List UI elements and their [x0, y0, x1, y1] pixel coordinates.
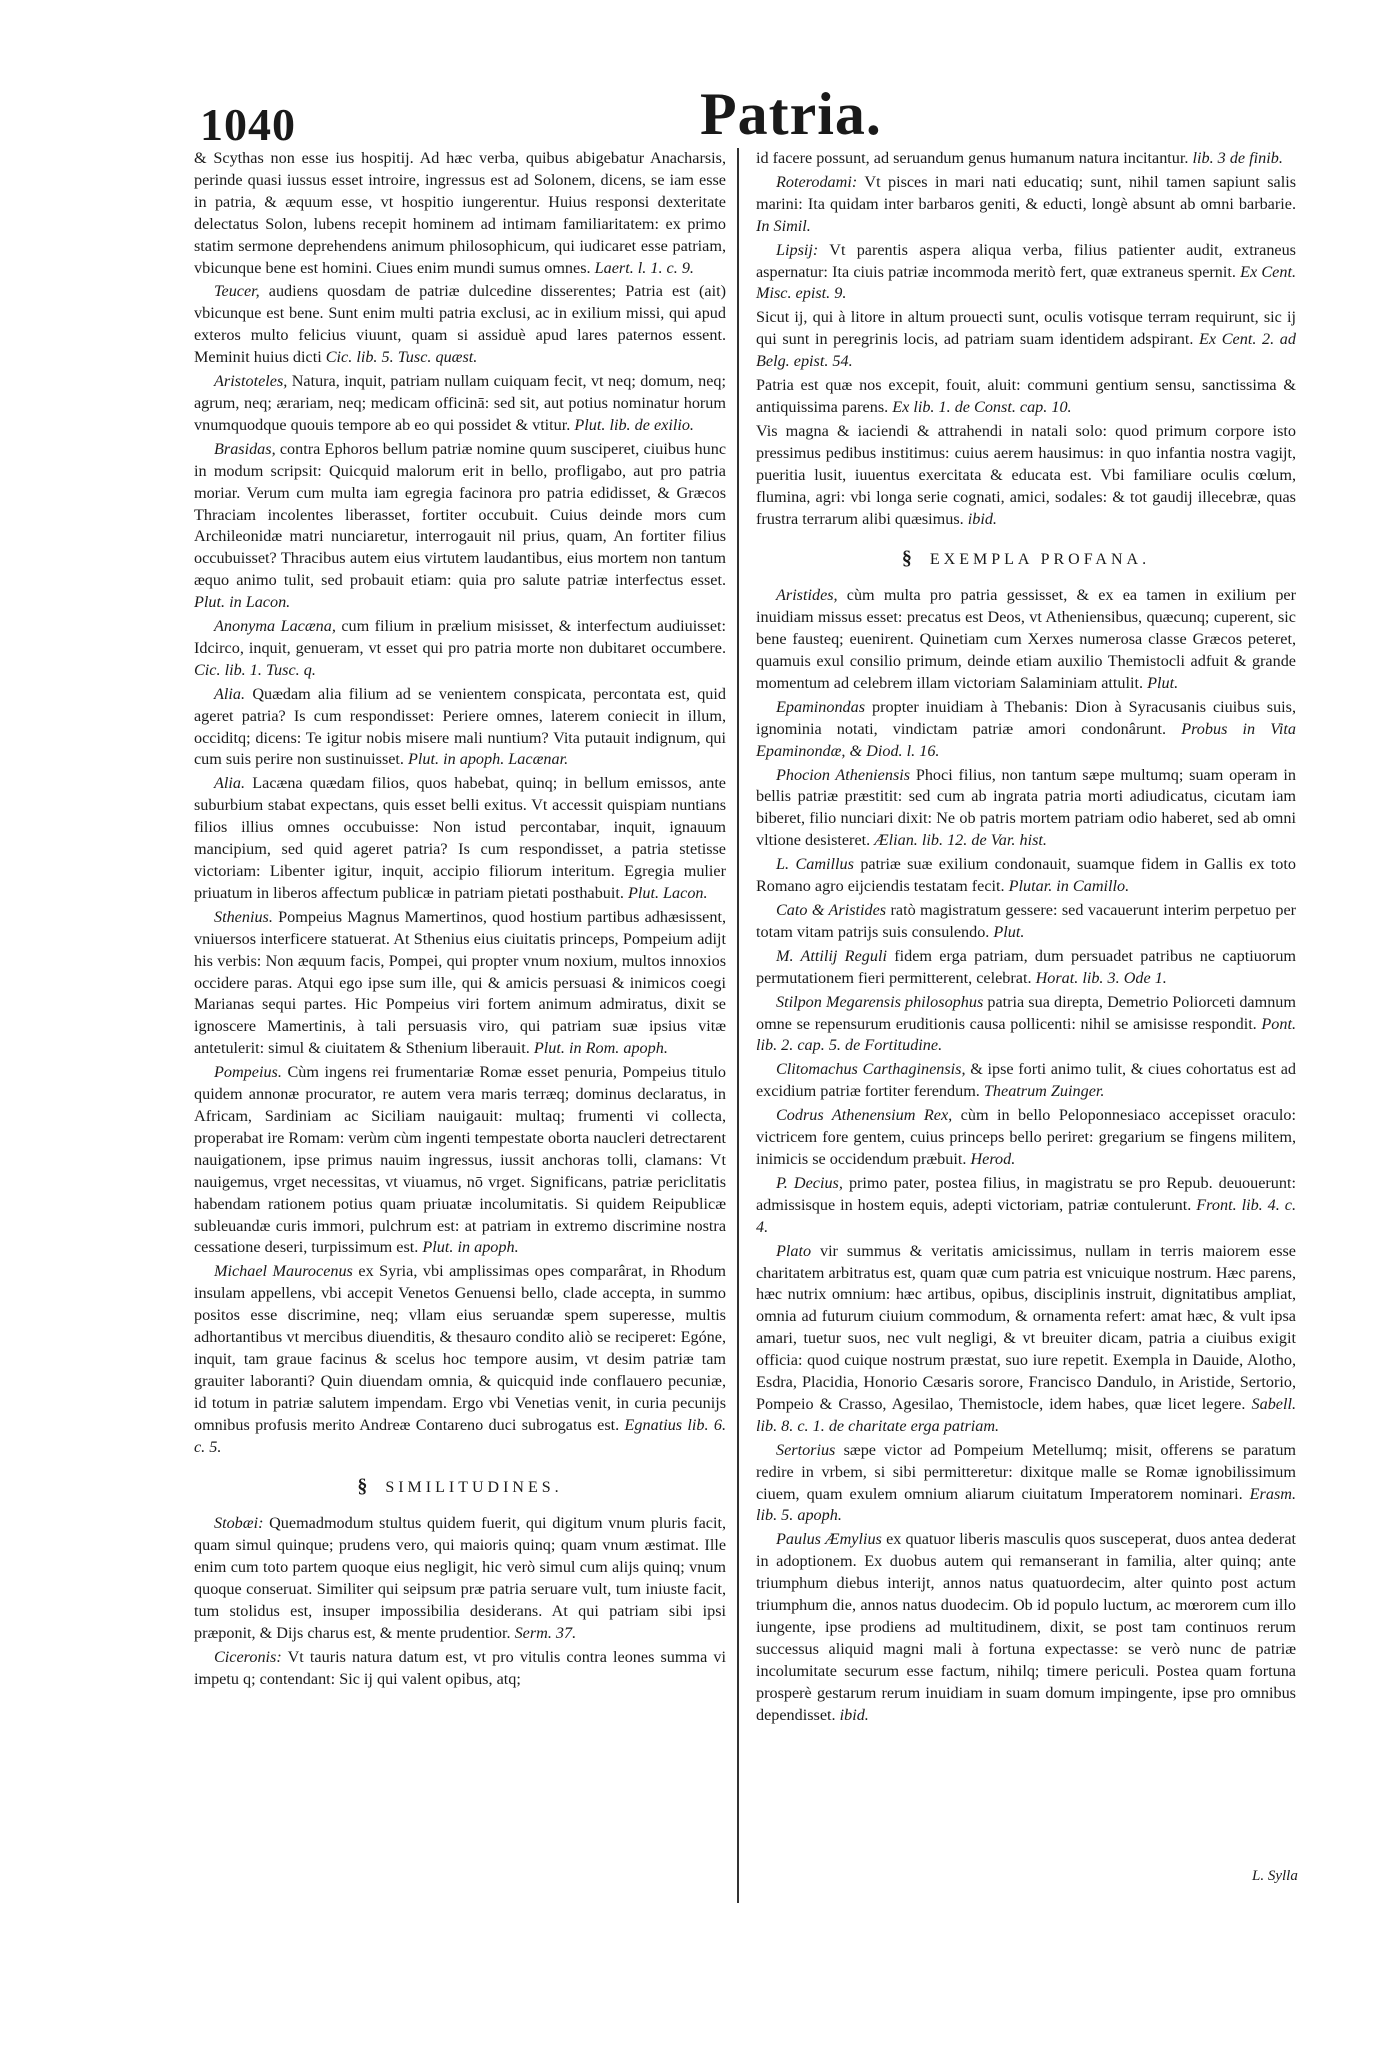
paragraph: [194, 616, 726, 682]
paragraph: [194, 773, 726, 904]
paragraph-text: Phoci filius, non tantum sæpe multumq; suam operam in bellis patriæ præstitit: sed cum ab ingrata patria morti adiudicatus, cicutam iam biberet, filio nunciari dixit: Ne ob patris mortem patriam odio haberet, sed ab omni vltione desisteret.: [756, 765, 1296, 850]
citation: Plut. lib. de exilio.: [574, 415, 694, 434]
paragraph-lead: Cato & Aristides: [776, 901, 887, 919]
paragraph-text: patria sua direpta, Demetrio Poliorceti damnum omne se repensurum eruditionis causa pollicenti: nihil se amisisse respondit.: [756, 992, 1296, 1033]
paragraph: [194, 281, 726, 369]
citation: Egnatius lib. 6. c. 5.: [194, 1415, 726, 1456]
paragraph: [194, 439, 726, 614]
paragraph: [756, 1241, 1296, 1438]
paragraph: [756, 992, 1296, 1058]
paragraph: [194, 371, 726, 437]
paragraph-text: Sicut ij, qui à litore in altum prouecti sunt, oculis votisque terram requirunt, sic ij qui sunt in peregrinis locis, ad patriam suam identidem adspirant.: [756, 308, 1296, 349]
paragraph-lead: Aristoteles,: [214, 372, 288, 391]
paragraph-text: Vt pisces in mari nati educatiq; sunt, nihil tamen sapiunt salis marini: Ita quidam inter barbaros geniti, & educti, longè absunt ab omni barbarie.: [756, 172, 1296, 213]
paragraph-lead: Ciceronis:: [214, 1647, 282, 1666]
paragraph-lead: P. Decius,: [776, 1173, 843, 1192]
citation: Ex Cent. Misc. epist. 9.: [756, 262, 1296, 303]
citation: Front. lib. 4. c. 4.: [756, 1195, 1297, 1236]
paragraph-text: Patria est quæ nos excepit, fouit, aluit: communi gentium sensu, sanctissima & antiquissima parens.: [756, 376, 1296, 416]
paragraph-lead: Plato: [776, 1241, 812, 1260]
paragraph-text: Vis magna & iaciendi & attrahendi in natali solo: quod primum corpore isto pressimus pedibus institimus: cuius aerem hausimus: in quo infantia nostra vagijt, pueritia lusit, iuuentus exercitata & educata est. Vbi familiare oculis cœlum, flumina, agri: vbi longa serie cognati, amici, sodales: & tot gaudij illecebræ, quas frustra terrarum alibi quæsimus.: [756, 421, 1296, 528]
citation: ibid.: [967, 509, 997, 528]
paragraph: [194, 148, 726, 279]
paragraph-lead: L. Camillus: [776, 855, 854, 874]
paragraph-lead: Epaminondas: [776, 697, 866, 716]
paragraph: [756, 1105, 1296, 1171]
paragraph-lead: Codrus Athenensium Rex,: [776, 1106, 953, 1125]
paragraph-text: id facere possunt, ad seruandum genus humanum natura incitantur.: [756, 149, 1189, 167]
paragraph: [194, 1062, 726, 1259]
paragraph-text: contra Ephoros bellum patriæ nomine quum susciperet, ciuibus hunc in modum scripsit: Quicquid malorum erit in bello, profligabo, aut pro patria moriar. Verum cum multa iam egregia facinora pro patria edidisset, & Græcos Thraciam incolentes liberasset, fortiter occubuit. Cuius deinde mors cum Archileonidæ matri nunciaretur, interrogauit nil prius, quam, An fortiter filius occubuisset? Thracibus autem eius virtutem laudantibus, eius mortem non tantum æquo animo tulit, sed probauit etiam: quia pro salute patriæ interfectus esset.: [194, 439, 727, 590]
citation: Cic. lib. 5. Tusc. quæst.: [325, 348, 478, 367]
paragraph: [756, 1440, 1296, 1528]
paragraph-text: Quemadmodum stultus quidem fuerit, qui digitum vnum pluris facit, quam simul quinque; prudens vero, qui maioris quinq; quam vnum æstimat. Ille enim cum toto partem quoque eius negligit, hic verò simul cum alijs quinq; vnum quoque conseruat. Similiter qui seipsum præ patria seruare vult, tum iniuste facit, tum stolidus est, insuper impossibilia desiderans. At qui patriam sibi ipsi præponit, & Dijs charus est, & mente prudentior.: [194, 1514, 726, 1642]
paragraph: [756, 172, 1296, 238]
paragraph: [756, 240, 1296, 306]
paragraph: [194, 1647, 726, 1691]
citation: ibid.: [839, 1705, 869, 1724]
citation: Probus in Vita Epaminondæ, & Diod. l. 16.: [756, 719, 1296, 760]
paragraph-lead: Alia.: [214, 774, 246, 793]
paragraph: [194, 907, 726, 1060]
paragraph: [756, 765, 1296, 853]
citation: Serm. 37.: [514, 1623, 577, 1642]
paragraph-text: Vt tauris natura datum est, vt pro vitulis contra leones summa vi impetu q; contendant: Sic ij qui valent opibus, atq;: [194, 1647, 726, 1688]
paragraph: [756, 585, 1296, 695]
pilcrow-icon: §: [357, 1475, 372, 1498]
paragraph-lead: Roterodami:: [776, 172, 858, 191]
citation: Ex lib. 1. de Const. cap. 10.: [892, 397, 1072, 416]
citation: Ex Cent. 2. ad Belg. epist. 54.: [756, 330, 1296, 371]
paragraph-lead: Brasidas,: [214, 439, 276, 458]
paragraph-lead: Paulus Æmylius: [776, 1530, 882, 1549]
section-heading-text: EXEMPLA PROFANA.: [929, 551, 1151, 569]
paragraph-text: Natura, inquit, patriam nullam cuiquam fecit, vt neq; domum, neq; agrum, neq; ærariam, neq; medicam officinā: sed sit, aut potius nominatur horum vnumquodque quouis tempore ab eo qui possidet & vtitur.: [194, 372, 726, 434]
paragraph-lead: Sertorius: [776, 1440, 836, 1459]
paragraph-text: patriæ suæ exilium condonauit, suamque fidem in Gallis ex toto Romano agro eijciendis testatam fecit.: [756, 855, 1296, 896]
paragraph-lead: Phocion Atheniensis: [776, 765, 911, 784]
column-divider: [737, 148, 739, 1903]
right-section-paragraphs: [756, 585, 1296, 1726]
paragraph-text: Vt parentis aspera aliqua verba, filius patienter audit, extraneus aspernatur: Ita ciuis patriæ incommoda meritò fert, quæ extraneus spernit.: [756, 240, 1296, 281]
paragraph-text: ex quatuor liberis masculis quos susceperat, duos antea dederat in adoptionem. Ex duobus autem qui remanserant in familia, alter quinq; ante triumphum diebus interijt, annos natus quatuordecim, alter quinto post actum triumphum die, annos natus duodecim. Ob id populo luctum, ac mœrorem cum illo iungente, ipse prodiens ad multitudinem, dixit, se post tam continuos rerum successus aliquid magni mali à fortuna expectasse: se verò nunc de patriæ incolumitate securum esse factum, nihilq; timere periculi. Postea quam fortuna prosperè gestarum rerum inuidiam in suam domum impingente, ipse pro omnibus dependisset.: [756, 1530, 1297, 1724]
paragraph: [756, 1529, 1296, 1726]
section-heading-text: SIMILITUDINES.: [385, 1479, 563, 1497]
citation: Sabell. lib. 8. c. 1. de charitate erga patriam.: [756, 1394, 1297, 1435]
citation: Erasm. lib. 5. apoph.: [756, 1484, 1296, 1525]
running-title: Patria.: [700, 81, 882, 147]
paragraph: [194, 1261, 726, 1458]
paragraph: [756, 307, 1296, 373]
citation: Pont. lib. 2. cap. 5. de Fortitudine.: [756, 1014, 1296, 1055]
citation: Herod.: [970, 1149, 1016, 1168]
paragraph-text: cùm multa pro patria gessisset, & ex ea tamen in exilium per inuidiam missus esset: precatus est Deos, vt Atheniensibus, quæcunq; cuperent, sic bene fausteq; euenirent. Quinetiam cum Xerxes numerosa classe Græcos peteret, quamuis exul consilio primum, deinde etiam auxilio Themistocli adfuit & grande momentum ad celebrem illam victoriam Salaminiam attulit.: [756, 586, 1297, 692]
paragraph-text: primo pater, postea filius, in magistratu se pro Repub. deuouerunt: admissisque in hostem equis, adepti victoriam, patriæ contulerunt.: [756, 1173, 1296, 1214]
paragraph-lead: Pompeius.: [214, 1063, 282, 1082]
right-column: [756, 148, 1296, 1729]
paragraph-text: cùm in bello Peloponnesiaco accepisset oraculo: victricem fore gentem, cuius princeps bello periret: gregarium se fingens militem, inimicis se occidendum præbuit.: [756, 1106, 1297, 1168]
paragraph-lead: Clitomachus Carthaginensis,: [776, 1060, 966, 1079]
paragraph-text: ratò magistratum gessere: sed vacauerunt interim perpetuo per totam vitam patrijs suis consulendo.: [756, 901, 1297, 941]
paragraph: [756, 697, 1296, 763]
paragraph-lead: Lipsij:: [776, 240, 819, 259]
citation: Theatrum Zuinger.: [983, 1082, 1105, 1101]
paragraph: [756, 148, 1296, 170]
paragraph-lead: Aristides,: [776, 586, 838, 605]
paragraph-text: sæpe victor ad Pompeium Metellumq; misit, offerens se paratum redire in vrbem, si sibi permitteretur: dixitque malle se Romæ ignobilissimum ciuem, quam exulem omnium aliarum ciuitatum Imperatorem nominari.: [756, 1440, 1297, 1503]
paragraph-text: fidem erga patriam, dum persuadet patribus ne captiuorum permutationem fieri permitterent, celebrat.: [756, 946, 1297, 987]
left-column: [194, 148, 726, 1693]
page-number: 1040: [200, 99, 296, 150]
section-heading-similitudines: [194, 1476, 726, 1499]
pilcrow-icon: §: [901, 547, 916, 570]
paragraph-lead: Teucer,: [214, 282, 260, 301]
section-heading-exempla-profana: [756, 548, 1296, 571]
paragraph: [194, 684, 726, 772]
citation: Laert. l. 1. c. 9.: [594, 258, 694, 277]
citation: Plut. in apoph. Lacænar.: [408, 750, 569, 769]
paragraph: [756, 375, 1296, 419]
left-paragraphs: [194, 148, 726, 1458]
citation: Ælian. lib. 12. de Var. hist.: [874, 831, 1047, 850]
paragraph-text: & Scythas non esse ius hospitij. Ad hæc verba, quibus abigebatur Anacharsis, perinde quasi iussus esset introire, ingressus est ad Solonem, dicens, se iam esse in patria, & æquum esse, vt hospitio iungerentur. Huius responsi dexteritate delectatus Solon, lubens recepit hominem ad intimam familiaritatem: ex primo statim sermone deprehendens animum philosophicum, qui iudicaret esse patriam, vbicunque bene est homini. Ciues enim mundi sumus omnes.: [194, 149, 726, 277]
paragraph-lead: M. Attilij Reguli: [776, 946, 887, 965]
citation: Plut. in Rom. apoph.: [533, 1039, 668, 1058]
citation: Plut. in apoph.: [422, 1238, 519, 1257]
citation: lib. 3 de finib.: [1192, 149, 1283, 167]
citation: Plutar. in Camillo.: [1008, 877, 1130, 896]
citation: Plut.: [1147, 673, 1179, 692]
citation: Plut.: [993, 922, 1025, 941]
paragraph-text: Quædam alia filium ad se venientem conspicata, percontata est, quid ageret patria? Is cum respondisset: Periere omnes, laterem coniecit in illum, occiditq; dicens: Te igitur nobis misere mali nuntium? Vita putauit indignum, qui cum suis perire non sustinuisset.: [194, 684, 726, 769]
paragraph: [756, 946, 1296, 990]
paragraph-lead: Alia.: [214, 684, 246, 703]
paragraph-text: audiens quosdam de patriæ dulcedine disserentes; Patria est (ait) vbicunque est bene. Sunt enim multi patria exclusi, ac in exilium missi, qui apud exteros multo felicius viuunt, quam si assiduè apud lares paternos essent. Meminit huius dicti: [194, 282, 726, 367]
paragraph-text: Lacæna quædam filios, quos habebat, quinq; in bellum emissos, ante suburbium stabat expectans, quis esset belli exitus. Vt accessit quispiam nuntians filios illius omnes occubuisse: Non istud percontabar, inquit, ignauum mancipium, sed quid ageret patria? Is cum respondisset, a patria stetisse victoriam: Libenter igitur, inquit, accipio filiorum interitum. Egregia mulier priuatum in liberos affectum publicæ in patriam pietati posthabuit.: [194, 774, 726, 902]
paragraph-text: & ipse forti animo tulit, & ciues cohortatus est ad excidium patriæ fortiter ferendum.: [756, 1060, 1297, 1101]
paragraph: [756, 900, 1296, 944]
citation: In Simil.: [756, 216, 811, 235]
catchword: L. Sylla: [1252, 1868, 1298, 1884]
paragraph-text: cum filium in prælium misisset, & interfectum audiuisset: Idcirco, inquit, genueram, vt esset qui pro patria morte non dubitaret occumbere.: [194, 617, 727, 657]
paragraph-lead: Stilpon Megarensis philosophus: [776, 992, 984, 1011]
paragraph-text: ex Syria, vbi amplissimas opes comparârat, in Rhodum insulam appellens, vbi accepit Venetos Genuensi bello, clade accepta, in summo positos esse discrimine, neq; vllam eius seruandæ spem superesse, multis adhortantibus vt mercibus diuenditis, & thesauro condito aliò se reciperet: Egóne, inquit, tam graue facinus & scelus hoc tempore ausim, vt desim patriæ tam grauiter laboranti? Quin diuendam omnia, & quicquid inde conflauero pecuniæ, id totum in patriæ salutem impendam. Ergo vbi Venetias venit, in curia pecunijs omnibus profusis merito Andreæ Contareno duci subrogatus est.: [194, 1262, 727, 1434]
paragraph-text: propter inuidiam à Thebanis: Dion à Syracusanis ciuibus suis, ignominia notati, vindictam patriæ amori condonârunt.: [756, 697, 1297, 738]
paragraph-lead: Stobæi:: [214, 1514, 264, 1533]
paragraph-text: Pompeius Magnus Mamertinos, quod hostium partibus adhæsissent, vniuersos interficere statuerat. At Sthenius eius ciuitatis princeps, Pompeium adijt his verbis: Non æquum facis, Pompei, qui propter vnum noxium, multos innoxios occidere paras. Atqui ego ipse sum ille, qui & amicis persuasi & inimicos coegi Marianas sequi partes. Hic Pompeius viri fortem animum admiratus, dixit se ignoscere Mamertinis, à tali persuasis viro, qui patriam suæ ipsius vitæ antetulerit: simul & ciuitatem & Sthenium liberauit.: [194, 907, 726, 1058]
paragraph: [756, 854, 1296, 898]
paragraph: [756, 421, 1296, 531]
paragraph-text: Cùm ingens rei frumentariæ Romæ esset penuria, Pompeius titulo quidem annonæ procurator, re autem vera maris terræq; dominus declaratus, in Africam, Sardiniam ac Siciliam nauigauit: multaq; frumenti vi collecta, properabat ire Romam: verùm cùm ingenti tempestate oborta naucleri detrectarent nauigationem, ipse primus nauim ingressus, iussit anchoras tolli, clamans: Vt nauigemus, vrget necessitas, vt viuamus, nō vrget. Significans, patriæ periclitatis habendam rationem potius quam priuatæ incolumitatis. Si quidem Reipublicæ subleuandæ curis immori, pulchrum est: at patriam in extremo discrimine nostra cessatione deseri, turpissimum est.: [194, 1063, 727, 1257]
citation: Horat. lib. 3. Ode 1.: [1035, 968, 1167, 987]
paragraph: [194, 1513, 726, 1644]
paragraph: [756, 1173, 1296, 1239]
paragraph: [756, 1059, 1296, 1103]
citation: Cic. lib. 1. Tusc. q.: [194, 660, 316, 679]
right-paragraphs: [756, 148, 1296, 530]
paragraph-lead: Michael Maurocenus: [214, 1262, 353, 1281]
paragraph-text: vir summus & veritatis amicissimus, nullam in terris maiorem esse charitatem arbitratus est, quam quæ cum patria est vnicuique nostrum. Hæc parens, hæc nutrix omnium: hæc artibus, opibus, disciplinis instruit, dignitatibus ampliat, omnia ad futurum ciuium commodum, & ornamenta refert: amat hæc, & vult ipsa amari, tuetur suos, nec vult negligi, & vt breuiter dicam, patria a ciuibus exigit officia: quod cuique nostrum præstat, suo iure repetit. Exempla in Dauide, Alotho, Esdra, Placidia, Honorio Cæsaris sorore, Francisco Dandulo, in Aristide, Sertorio, Pompeio & Crasso, Agesilao, Themistocle, idem habes, quæ licet legere.: [756, 1241, 1296, 1413]
left-section-paragraphs: [194, 1513, 726, 1690]
citation: Plut. Lacon.: [627, 883, 708, 902]
paragraph-lead: Sthenius.: [214, 907, 273, 926]
citation: Plut. in Lacon.: [194, 593, 291, 612]
paragraph-lead: Anonyma Lacæna,: [214, 617, 336, 636]
